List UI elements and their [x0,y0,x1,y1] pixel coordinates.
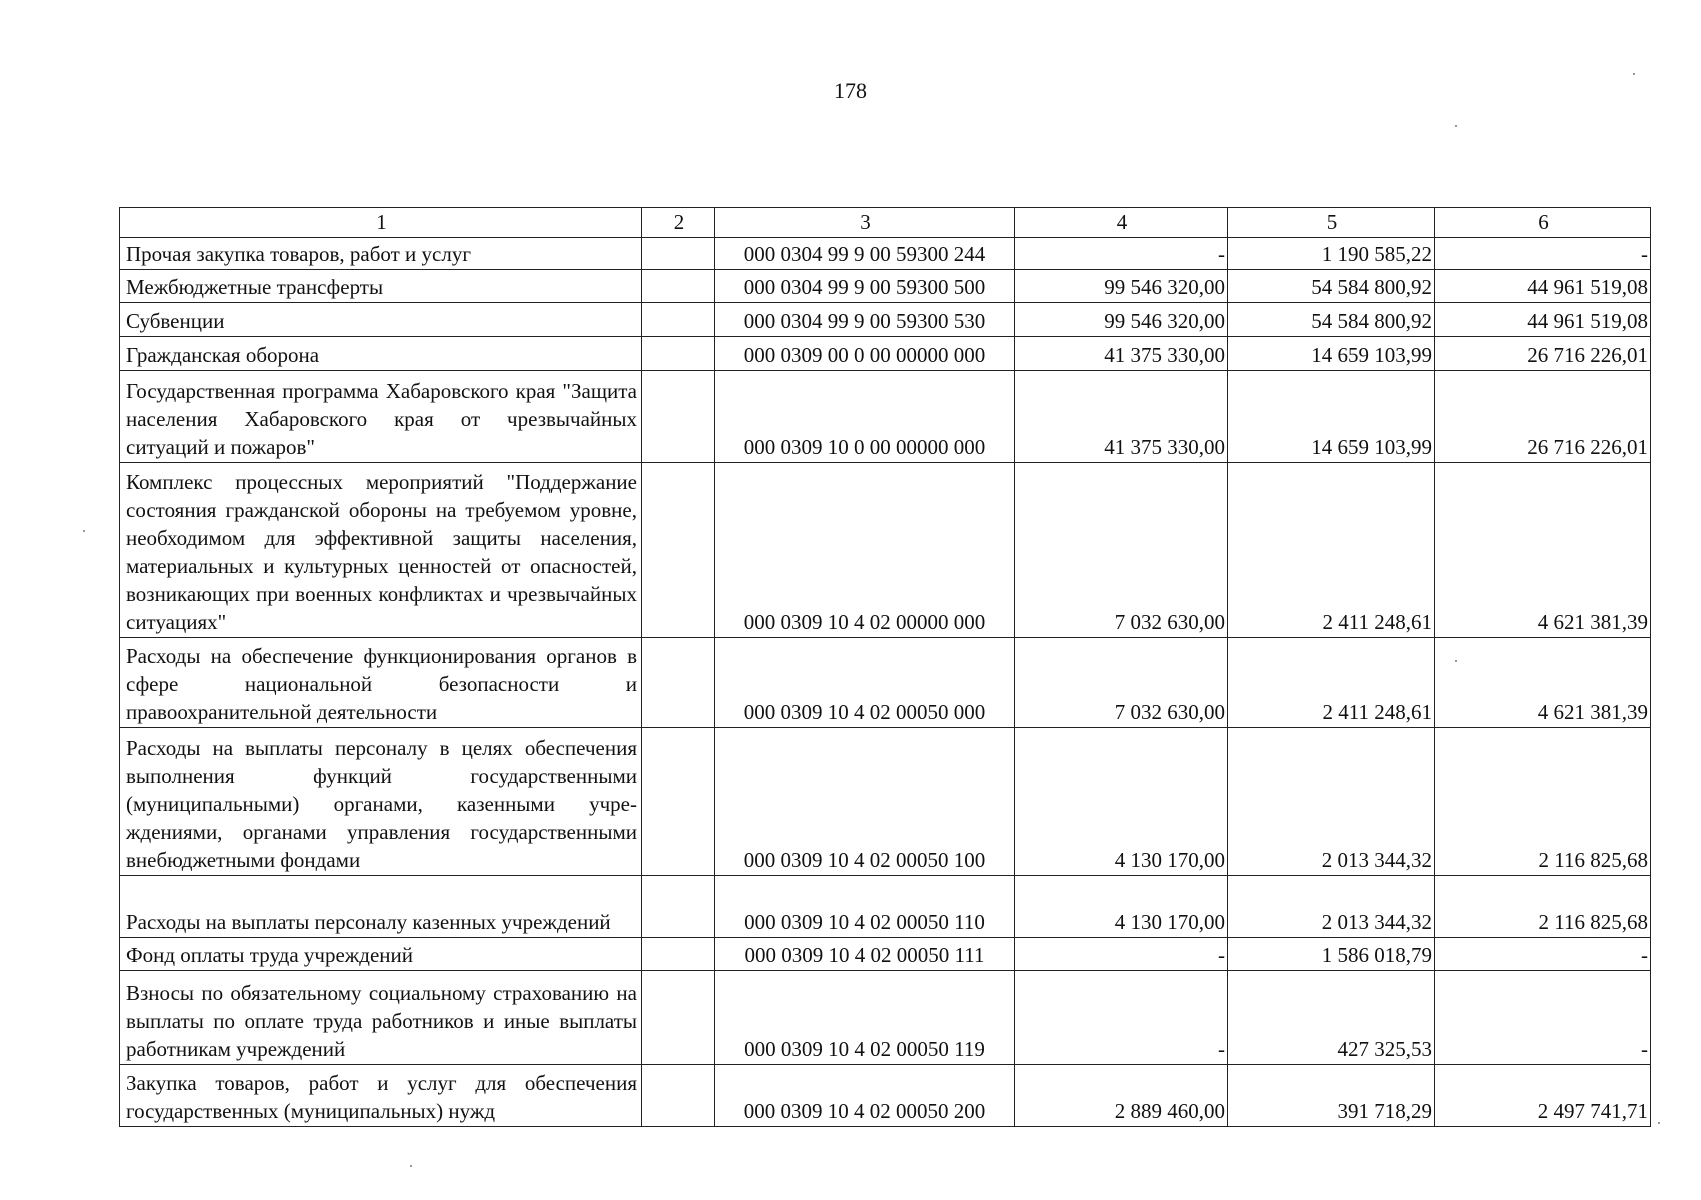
row-executed: 1 586 018,79 [1228,938,1435,971]
row-name: Государственная программа Хабаровского края "Защита населения Хабаровского края от чрезвычайных ситуаций и пожаров" [120,371,642,463]
table-row [120,638,1651,728]
row-code: 000 0304 99 9 00 59300 500 [715,270,1015,303]
row-executed: 2 013 344,32 [1228,876,1435,938]
scan-speck [1455,125,1457,127]
row-code: 000 0309 10 4 02 00050 119 [715,971,1015,1065]
table-row [120,371,1651,463]
page-number: 178 [834,78,867,103]
table-row [120,1065,1651,1127]
budget-table [119,207,1651,1127]
row-remaining: 2 497 741,71 [1435,1065,1651,1127]
row-code: 000 0309 10 4 02 00050 111 [715,938,1015,971]
row-code: 000 0309 00 0 00 00000 000 [715,337,1015,371]
row-code: 000 0309 10 4 02 00050 200 [715,1065,1015,1127]
row-col2 [642,638,715,728]
table-row [120,938,1651,971]
row-approved: 99 546 320,00 [1015,270,1228,303]
scan-speck [410,1165,412,1167]
scan-speck [1455,660,1457,662]
row-col2 [642,463,715,638]
row-col2 [642,728,715,876]
row-approved: - [1015,238,1228,270]
row-col2 [642,938,715,971]
table-row [120,303,1651,337]
row-col2 [642,971,715,1065]
row-name: Комплекс процессных мероприятий "Поддержание состояния гражданской обороны на требуемом уровне, необходимом для эффективной защиты населения, материальных и культурных ценностей от опасностей, возникающих при военных конфликтах и чрезвычайных ситуациях" [120,463,642,638]
header-col-5: 5 [1228,208,1435,238]
table-row [120,876,1651,938]
row-remaining: - [1435,938,1651,971]
row-col2 [642,303,715,337]
row-executed: 54 584 800,92 [1228,303,1435,337]
table-row [120,337,1651,371]
scan-speck [1658,1122,1660,1124]
row-approved: 7 032 630,00 [1015,463,1228,638]
header-row [120,208,1651,238]
row-col2 [642,238,715,270]
row-remaining: 26 716 226,01 [1435,371,1651,463]
row-executed: 14 659 103,99 [1228,371,1435,463]
table-row [120,270,1651,303]
header-col-2: 2 [642,208,715,238]
row-remaining: 2 116 825,68 [1435,728,1651,876]
scan-speck [83,530,85,532]
row-remaining: 4 621 381,39 [1435,638,1651,728]
row-executed: 14 659 103,99 [1228,337,1435,371]
row-approved: 41 375 330,00 [1015,371,1228,463]
row-code: 000 0304 99 9 00 59300 244 [715,238,1015,270]
row-name: Расходы на обеспечение функционирования органов в сфере национальной безопасности и правоохранительной деятельности [120,638,642,728]
row-executed: 2 013 344,32 [1228,728,1435,876]
row-remaining: 44 961 519,08 [1435,303,1651,337]
row-remaining: 44 961 519,08 [1435,270,1651,303]
row-remaining: - [1435,971,1651,1065]
header-col-1: 1 [120,208,642,238]
row-col2 [642,270,715,303]
row-name: Гражданская оборона [120,337,642,371]
row-approved: 2 889 460,00 [1015,1065,1228,1127]
row-executed: 1 190 585,22 [1228,238,1435,270]
row-code: 000 0309 10 4 02 00050 000 [715,638,1015,728]
row-remaining: 2 116 825,68 [1435,876,1651,938]
row-approved: 4 130 170,00 [1015,728,1228,876]
row-name: Закупка товаров, работ и услуг для обеспечения государственных (муниципальных) нужд [120,1065,642,1127]
table-row [120,463,1651,638]
row-approved: 99 546 320,00 [1015,303,1228,337]
header-col-4: 4 [1015,208,1228,238]
row-approved: 41 375 330,00 [1015,337,1228,371]
row-col2 [642,371,715,463]
scan-speck [1633,73,1635,75]
row-name: Расходы на выплаты персоналу казенных учреждений [120,876,642,938]
row-approved: - [1015,971,1228,1065]
row-name: Субвенции [120,303,642,337]
row-name: Прочая закупка товаров, работ и услуг [120,238,642,270]
row-executed: 391 718,29 [1228,1065,1435,1127]
row-col2 [642,1065,715,1127]
row-approved: 7 032 630,00 [1015,638,1228,728]
row-approved: 4 130 170,00 [1015,876,1228,938]
row-remaining: - [1435,238,1651,270]
row-code: 000 0304 99 9 00 59300 530 [715,303,1015,337]
table-row [120,728,1651,876]
row-executed: 54 584 800,92 [1228,270,1435,303]
row-name: Межбюджетные трансферты [120,270,642,303]
row-code: 000 0309 10 0 00 00000 000 [715,371,1015,463]
table-row [120,238,1651,270]
header-col-3: 3 [715,208,1015,238]
row-remaining: 26 716 226,01 [1435,337,1651,371]
row-executed: 2 411 248,61 [1228,463,1435,638]
row-code: 000 0309 10 4 02 00000 000 [715,463,1015,638]
row-col2 [642,337,715,371]
row-code: 000 0309 10 4 02 00050 110 [715,876,1015,938]
row-remaining: 4 621 381,39 [1435,463,1651,638]
row-approved: - [1015,938,1228,971]
table-body [120,238,1651,1127]
row-executed: 427 325,53 [1228,971,1435,1065]
header-col-6: 6 [1435,208,1651,238]
row-name: Фонд оплаты труда учреждений [120,938,642,971]
row-name: Взносы по обязательному социальному страхованию на выплаты по оплате труда работников и иные выплаты работникам учреждений [120,971,642,1065]
row-col2 [642,876,715,938]
table-header [120,208,1651,238]
row-name: Расходы на выплаты персоналу в целях обеспечения выполнения функций государственными (муниципальными) органами, казенными учреждениями, органами управления государственными внебюджетными фондами [120,728,642,876]
table-row [120,971,1651,1065]
row-code: 000 0309 10 4 02 00050 100 [715,728,1015,876]
row-executed: 2 411 248,61 [1228,638,1435,728]
